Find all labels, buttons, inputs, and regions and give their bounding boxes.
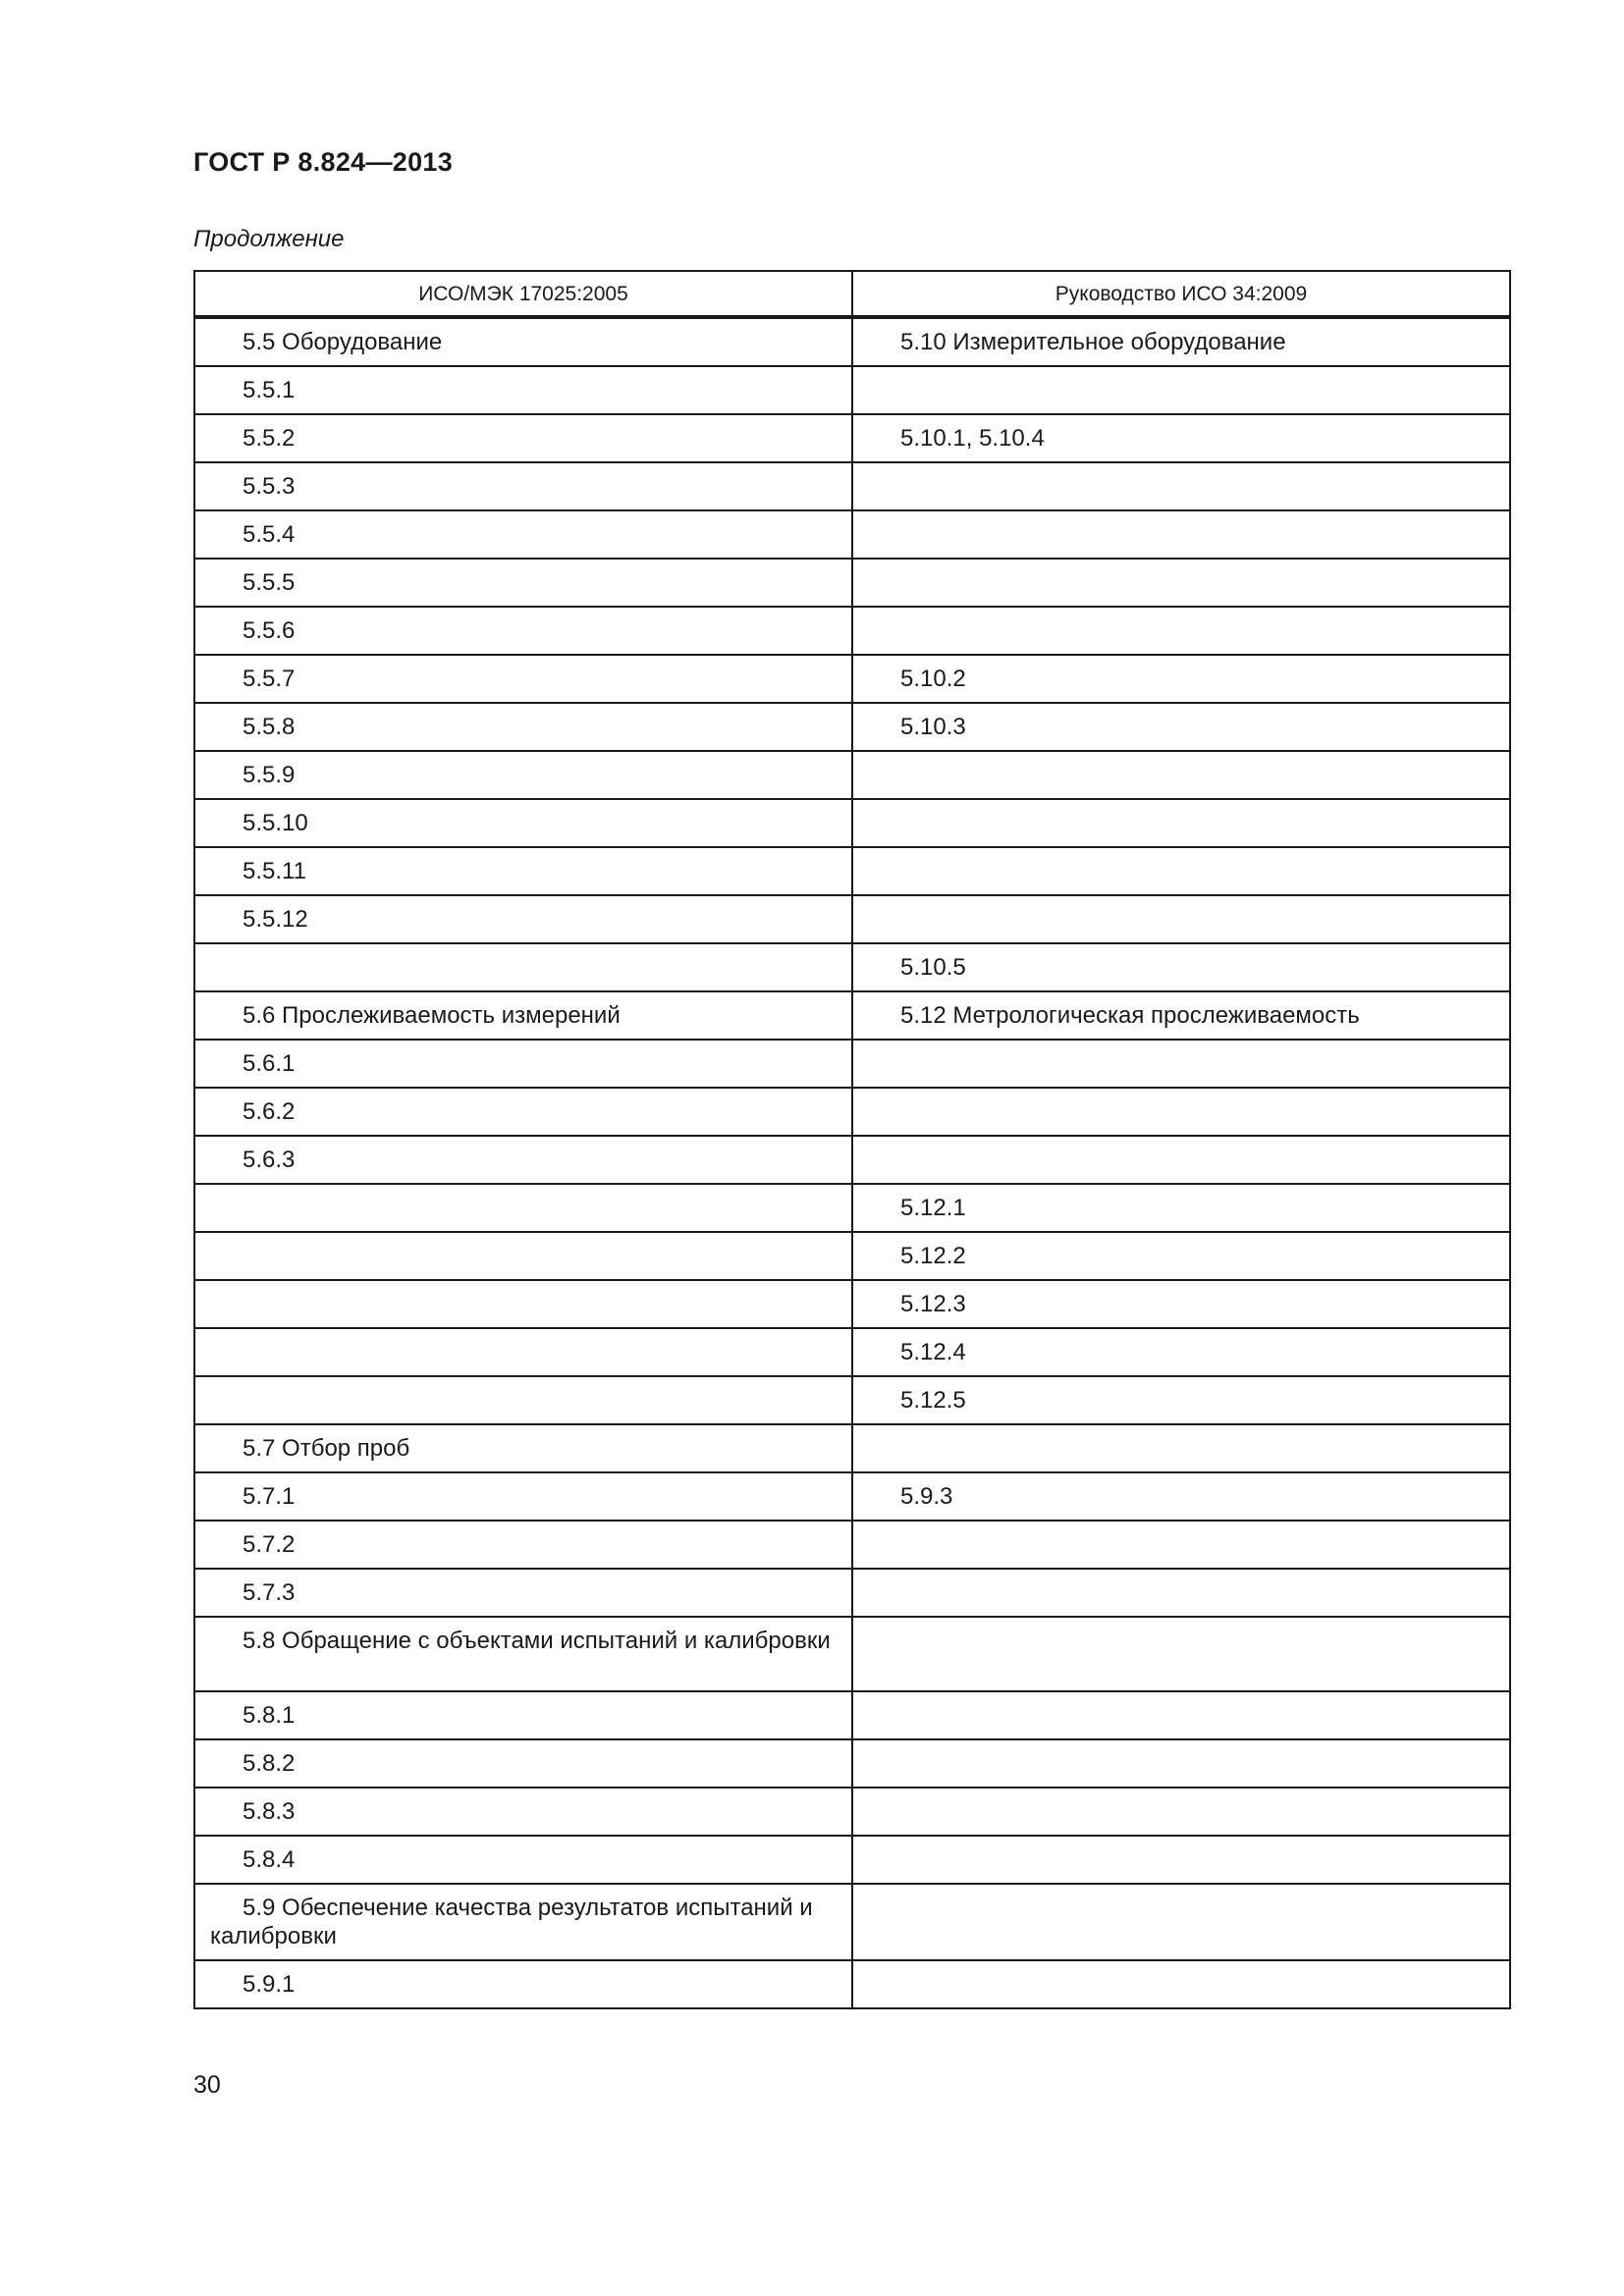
cell-iso-iec-17025 — [194, 943, 852, 991]
cell-iso-guide-34 — [852, 510, 1510, 559]
cell-iso-guide-34 — [852, 1836, 1510, 1884]
table-row — [194, 1184, 1510, 1232]
cell-iso-guide-34 — [852, 1788, 1510, 1836]
cell-iso-iec-17025: 5.9 Обеспечение качества результатов испытаний и калибровки — [194, 1884, 852, 1960]
cell-iso-iec-17025 — [194, 1184, 852, 1232]
table-row — [194, 1691, 1510, 1739]
cell-iso-iec-17025: 5.5.4 — [194, 510, 852, 559]
cell-iso-guide-34 — [852, 1569, 1510, 1617]
table-row — [194, 1088, 1510, 1136]
cell-iso-iec-17025: 5.5.2 — [194, 414, 852, 462]
table-row — [194, 1836, 1510, 1884]
cell-iso-iec-17025: 5.5.9 — [194, 751, 852, 799]
table-row — [194, 607, 1510, 655]
cell-iso-guide-34: 5.12.3 — [852, 1280, 1510, 1328]
continuation-label: Продолжение — [193, 226, 345, 252]
cell-iso-guide-34 — [852, 1884, 1510, 1960]
table-row — [194, 1376, 1510, 1424]
cell-iso-iec-17025: 5.5.5 — [194, 559, 852, 607]
cell-iso-iec-17025 — [194, 1280, 852, 1328]
table-row — [194, 317, 1510, 366]
table-row — [194, 895, 1510, 943]
cell-iso-iec-17025: 5.7.3 — [194, 1569, 852, 1617]
cell-iso-guide-34 — [852, 1739, 1510, 1788]
cell-iso-iec-17025: 5.6.2 — [194, 1088, 852, 1136]
cell-iso-guide-34 — [852, 1960, 1510, 2008]
cell-iso-iec-17025: 5.5 Оборудование — [194, 317, 852, 366]
cell-iso-iec-17025 — [194, 1328, 852, 1376]
cell-iso-guide-34: 5.10.3 — [852, 703, 1510, 751]
cell-iso-guide-34 — [852, 799, 1510, 847]
cell-iso-guide-34 — [852, 462, 1510, 510]
cell-iso-iec-17025: 5.5.11 — [194, 847, 852, 895]
cell-iso-guide-34 — [852, 1521, 1510, 1569]
cell-iso-iec-17025: 5.9.1 — [194, 1960, 852, 2008]
cell-iso-guide-34 — [852, 847, 1510, 895]
cell-iso-guide-34: 5.9.3 — [852, 1472, 1510, 1521]
table-row — [194, 703, 1510, 751]
cell-iso-iec-17025: 5.7.1 — [194, 1472, 852, 1521]
cell-iso-iec-17025: 5.8.4 — [194, 1836, 852, 1884]
cell-iso-iec-17025: 5.8.2 — [194, 1739, 852, 1788]
table-row — [194, 1280, 1510, 1328]
cell-iso-iec-17025: 5.5.6 — [194, 607, 852, 655]
cell-iso-guide-34 — [852, 607, 1510, 655]
cell-iso-iec-17025: 5.6 Прослеживаемость измерений — [194, 991, 852, 1040]
cell-iso-iec-17025: 5.6.3 — [194, 1136, 852, 1184]
table-row — [194, 991, 1510, 1040]
table-row — [194, 462, 1510, 510]
table-row — [194, 1424, 1510, 1472]
cell-iso-guide-34: 5.10.5 — [852, 943, 1510, 991]
cell-iso-guide-34: 5.12.4 — [852, 1328, 1510, 1376]
cell-iso-iec-17025: 5.7 Отбор проб — [194, 1424, 852, 1472]
table-body — [194, 317, 1510, 2008]
table-row — [194, 1569, 1510, 1617]
table-row — [194, 1040, 1510, 1088]
cell-iso-guide-34 — [852, 895, 1510, 943]
table-row — [194, 366, 1510, 414]
table-row — [194, 1788, 1510, 1836]
table-row — [194, 1328, 1510, 1376]
table-row — [194, 1521, 1510, 1569]
cell-iso-guide-34 — [852, 1424, 1510, 1472]
cell-iso-guide-34: 5.10.2 — [852, 655, 1510, 703]
table-header — [194, 271, 1510, 317]
cell-iso-iec-17025: 5.8.3 — [194, 1788, 852, 1836]
cell-iso-iec-17025: 5.6.1 — [194, 1040, 852, 1088]
table-row — [194, 1472, 1510, 1521]
cell-iso-iec-17025 — [194, 1232, 852, 1280]
column-header-iso-guide-34: Руководство ИСО 34:2009 — [852, 271, 1510, 317]
cell-iso-iec-17025: 5.5.1 — [194, 366, 852, 414]
cell-iso-iec-17025: 5.8.1 — [194, 1691, 852, 1739]
cell-iso-iec-17025: 5.5.8 — [194, 703, 852, 751]
cell-iso-guide-34 — [852, 559, 1510, 607]
cell-iso-guide-34 — [852, 1617, 1510, 1691]
cell-iso-iec-17025: 5.8 Обращение с объектами испытаний и калибровки — [194, 1617, 852, 1691]
table-row — [194, 1617, 1510, 1691]
cell-iso-iec-17025: 5.5.10 — [194, 799, 852, 847]
table-row — [194, 1232, 1510, 1280]
table-row — [194, 414, 1510, 462]
cell-iso-guide-34: 5.10 Измерительное оборудование — [852, 317, 1510, 366]
table-row — [194, 559, 1510, 607]
correspondence-table-container — [193, 270, 1509, 2009]
table-row — [194, 1136, 1510, 1184]
cell-iso-iec-17025: 5.5.7 — [194, 655, 852, 703]
cell-iso-guide-34 — [852, 1691, 1510, 1739]
table-row — [194, 1884, 1510, 1960]
cell-iso-guide-34 — [852, 1040, 1510, 1088]
table-row — [194, 847, 1510, 895]
cell-iso-guide-34: 5.12.2 — [852, 1232, 1510, 1280]
cell-iso-guide-34: 5.12 Метрологическая прослеживаемость — [852, 991, 1510, 1040]
cell-iso-guide-34 — [852, 1136, 1510, 1184]
document-header: ГОСТ Р 8.824—2013 — [193, 147, 454, 177]
cell-iso-iec-17025: 5.5.12 — [194, 895, 852, 943]
cell-iso-iec-17025: 5.5.3 — [194, 462, 852, 510]
table-row — [194, 1739, 1510, 1788]
cell-iso-guide-34: 5.12.5 — [852, 1376, 1510, 1424]
cell-iso-guide-34: 5.10.1, 5.10.4 — [852, 414, 1510, 462]
correspondence-table — [193, 270, 1511, 2009]
table-row — [194, 655, 1510, 703]
table-header-row — [194, 271, 1510, 317]
cell-iso-guide-34 — [852, 1088, 1510, 1136]
cell-iso-guide-34 — [852, 366, 1510, 414]
cell-iso-iec-17025 — [194, 1376, 852, 1424]
page-number: 30 — [193, 2071, 221, 2099]
table-row — [194, 751, 1510, 799]
table-row — [194, 943, 1510, 991]
cell-iso-guide-34: 5.12.1 — [852, 1184, 1510, 1232]
table-row — [194, 510, 1510, 559]
cell-iso-iec-17025: 5.7.2 — [194, 1521, 852, 1569]
column-header-iso-iec-17025: ИСО/МЭК 17025:2005 — [194, 271, 852, 317]
table-row — [194, 1960, 1510, 2008]
table-row — [194, 799, 1510, 847]
cell-iso-guide-34 — [852, 751, 1510, 799]
